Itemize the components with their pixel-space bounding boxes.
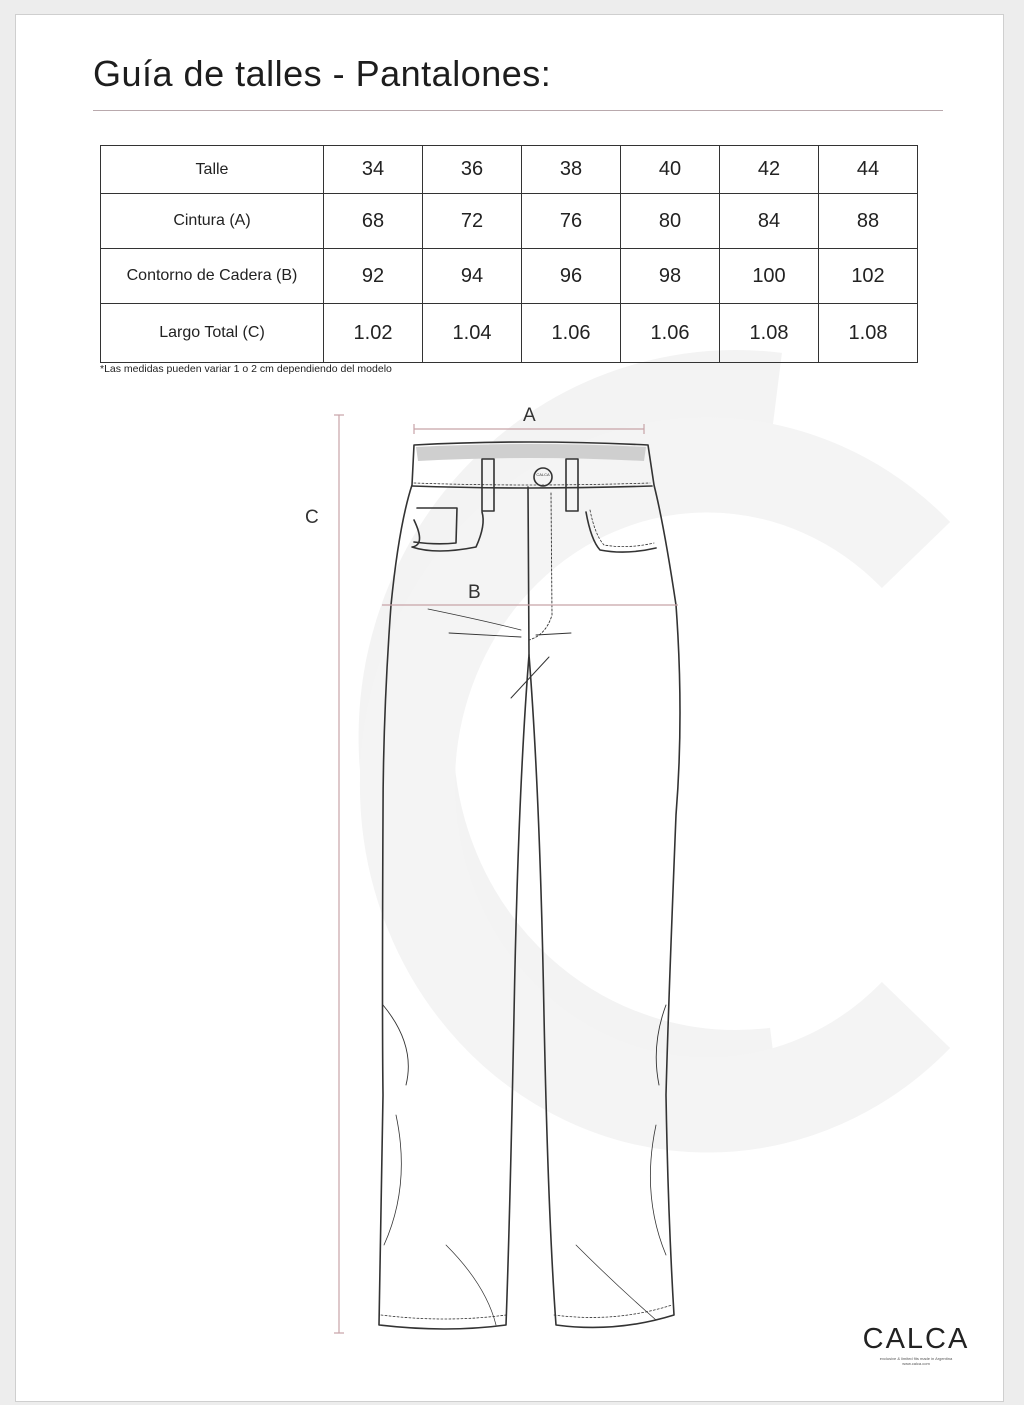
- title-divider: [93, 110, 943, 111]
- table-cell: 1.06: [621, 304, 720, 363]
- table-cell: 94: [423, 249, 522, 304]
- row-label: Contorno de Cadera (B): [101, 249, 324, 304]
- pocket-left: [412, 512, 483, 551]
- table-cell: 34: [324, 146, 423, 194]
- table-cell: 80: [621, 194, 720, 249]
- table-cell: 68: [324, 194, 423, 249]
- brand-url: www.calca.com: [902, 1361, 930, 1366]
- dimension-label-b: B: [468, 582, 481, 603]
- size-guide-sheet: [15, 14, 1004, 1402]
- table-cell: 1.08: [819, 304, 918, 363]
- coin-pocket: [414, 508, 457, 544]
- row-label: Cintura (A): [101, 194, 324, 249]
- table-cell: 1.02: [324, 304, 423, 363]
- table-row-hip: [101, 249, 918, 304]
- table-cell: 96: [522, 249, 621, 304]
- row-label: Largo Total (C): [101, 304, 324, 363]
- pocket-right: [586, 512, 656, 552]
- table-row-length: [101, 304, 918, 363]
- table-cell: 88: [819, 194, 918, 249]
- table-cell: 102: [819, 249, 918, 304]
- waistband-inside: [416, 444, 646, 461]
- table-cell: 1.06: [522, 304, 621, 363]
- table-cell: 100: [720, 249, 819, 304]
- table-row-size: [101, 146, 918, 194]
- dimension-label-a: A: [523, 405, 536, 426]
- table-row-waist: [101, 194, 918, 249]
- belt-loop-left: [482, 459, 494, 511]
- brand-tagline: exclusive & limited fits made in Argentina: [879, 1356, 953, 1361]
- button-text: CALCA: [536, 472, 550, 477]
- button-icon: [534, 468, 552, 486]
- table-cell: 38: [522, 146, 621, 194]
- table-cell: 72: [423, 194, 522, 249]
- brand-name: CALCA: [862, 1323, 970, 1355]
- table-cell: 92: [324, 249, 423, 304]
- table-cell: 84: [720, 194, 819, 249]
- row-label: Talle: [101, 146, 324, 194]
- trousers-diagram: [16, 395, 1004, 1395]
- size-table: [100, 145, 918, 363]
- dimension-label-c: C: [305, 507, 319, 528]
- table-cell: 36: [423, 146, 522, 194]
- page-title: Guía de talles - Pantalones:: [93, 53, 552, 94]
- table-cell: 44: [819, 146, 918, 194]
- table-cell: 42: [720, 146, 819, 194]
- table-cell: 76: [522, 194, 621, 249]
- measurement-note: *Las medidas pueden variar 1 o 2 cm dependiendo del modelo: [100, 363, 392, 375]
- trousers-outline: [379, 442, 680, 1329]
- table-cell: 98: [621, 249, 720, 304]
- table-cell: 1.08: [720, 304, 819, 363]
- table-cell: 40: [621, 146, 720, 194]
- table-cell: 1.04: [423, 304, 522, 363]
- brand-logo: [856, 1323, 976, 1366]
